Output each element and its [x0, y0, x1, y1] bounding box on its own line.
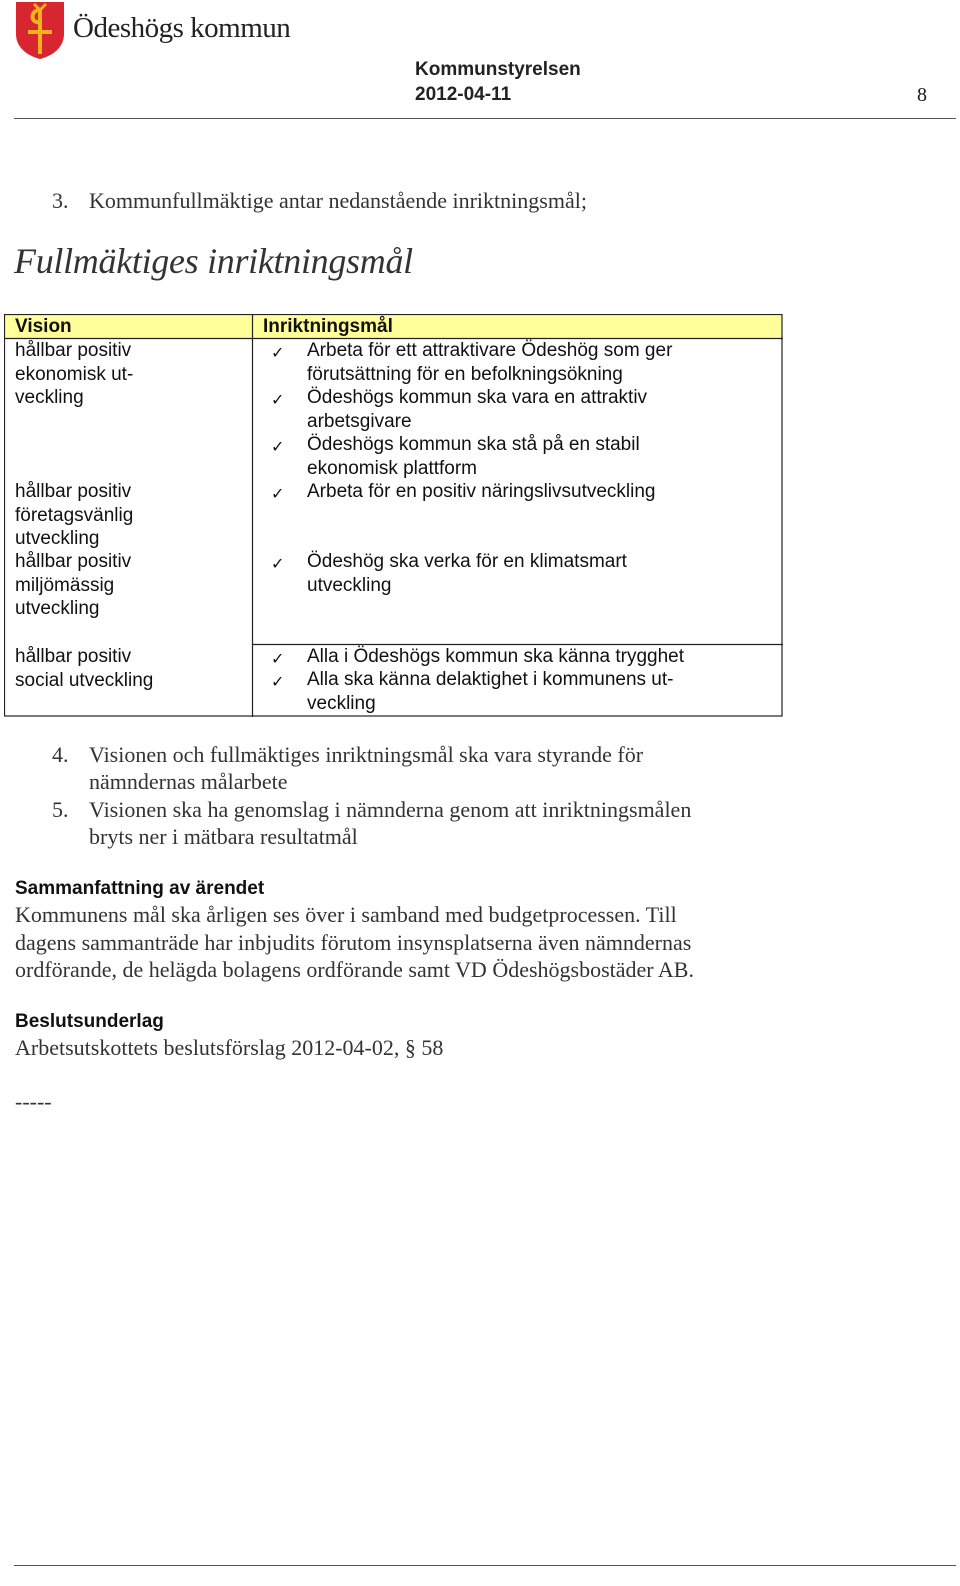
list-number: 5. [52, 797, 69, 822]
check-mark-icon: ✓ [271, 484, 285, 503]
vision-row-1: hållbar positiv ekonomisk ut- veckling [15, 340, 134, 408]
goal-1-3: Ödeshögs kommun ska stå på en stabil ekonomisk plattform [307, 434, 640, 479]
list-item-4 [0, 741, 960, 797]
list-text: Visionen och fullmäktiges inriktningsmål ska vara styrande för nämndernas målarbete [89, 742, 644, 794]
list-number: 3. [52, 188, 69, 213]
goals-table [4, 314, 783, 717]
check-mark-icon: ✓ [271, 437, 285, 456]
list-number: 4. [52, 742, 69, 767]
header-organization: Kommunstyrelsen [415, 59, 581, 80]
goal-4-2: Alla ska känna delaktighet i kommunens ut- veckling [307, 669, 674, 714]
footer-divider [14, 1565, 956, 1566]
summary-heading: Sammanfattning av ärendet [15, 878, 265, 899]
header-divider [14, 118, 956, 119]
table-header-vision: Vision [15, 316, 72, 337]
goal-1-1: Arbeta för ett attraktivare Ödeshög som ger förutsättning för en befolkningsökning [307, 340, 673, 385]
page-number: 8 [917, 84, 927, 106]
check-mark-icon: ✓ [271, 390, 285, 409]
summary-text: Kommunens mål ska årligen ses över i samband med budgetprocessen. Till dagens sammanträde har inbjudits förutom insynsplatserna även nämndernas ordförande, de helägda bolagens ordförande samt VD Ödeshögsbostäder AB. [15, 902, 694, 982]
goal-1-2: Ödeshögs kommun ska vara en attraktiv arbetsgivare [307, 387, 648, 432]
check-mark-icon: ✓ [271, 343, 285, 362]
goal-4-1: Alla i Ödeshögs kommun ska känna trygghet [307, 646, 685, 667]
separator-dashes: ----- [15, 1089, 52, 1114]
header-date: 2012-04-11 [415, 84, 512, 105]
vision-row-4: hållbar positiv social utveckling [15, 646, 154, 691]
check-mark-icon: ✓ [271, 554, 285, 573]
coat-of-arms-logo [14, 0, 66, 60]
list-text: Kommunfullmäktige antar nedanstående inriktningsmål; [89, 188, 587, 213]
table-header-goals: Inriktningsmål [263, 316, 393, 337]
list-text: Visionen ska ha genomslag i nämnderna genom att inriktningsmålen bryts ner i mätbara resultatmål [89, 797, 692, 849]
check-mark-icon: ✓ [271, 672, 285, 691]
logo-text: Ödeshögs kommun [73, 12, 291, 44]
basis-text: Arbetsutskottets beslutsförslag 2012-04-02, § 58 [15, 1035, 444, 1060]
goal-2-1: Arbeta för en positiv näringslivsutveckling [307, 481, 656, 502]
vision-row-3: hållbar positiv miljömässig utveckling [15, 551, 132, 619]
section-title: Fullmäktiges inriktningsmål [14, 241, 413, 281]
goal-3-1: Ödeshög ska verka för en klimatsmart utveckling [307, 551, 627, 596]
check-mark-icon: ✓ [271, 649, 285, 668]
basis-heading: Beslutsunderlag [15, 1011, 164, 1032]
vision-row-2: hållbar positiv företagsvänlig utveckling [15, 481, 134, 549]
list-item-5 [0, 796, 960, 852]
